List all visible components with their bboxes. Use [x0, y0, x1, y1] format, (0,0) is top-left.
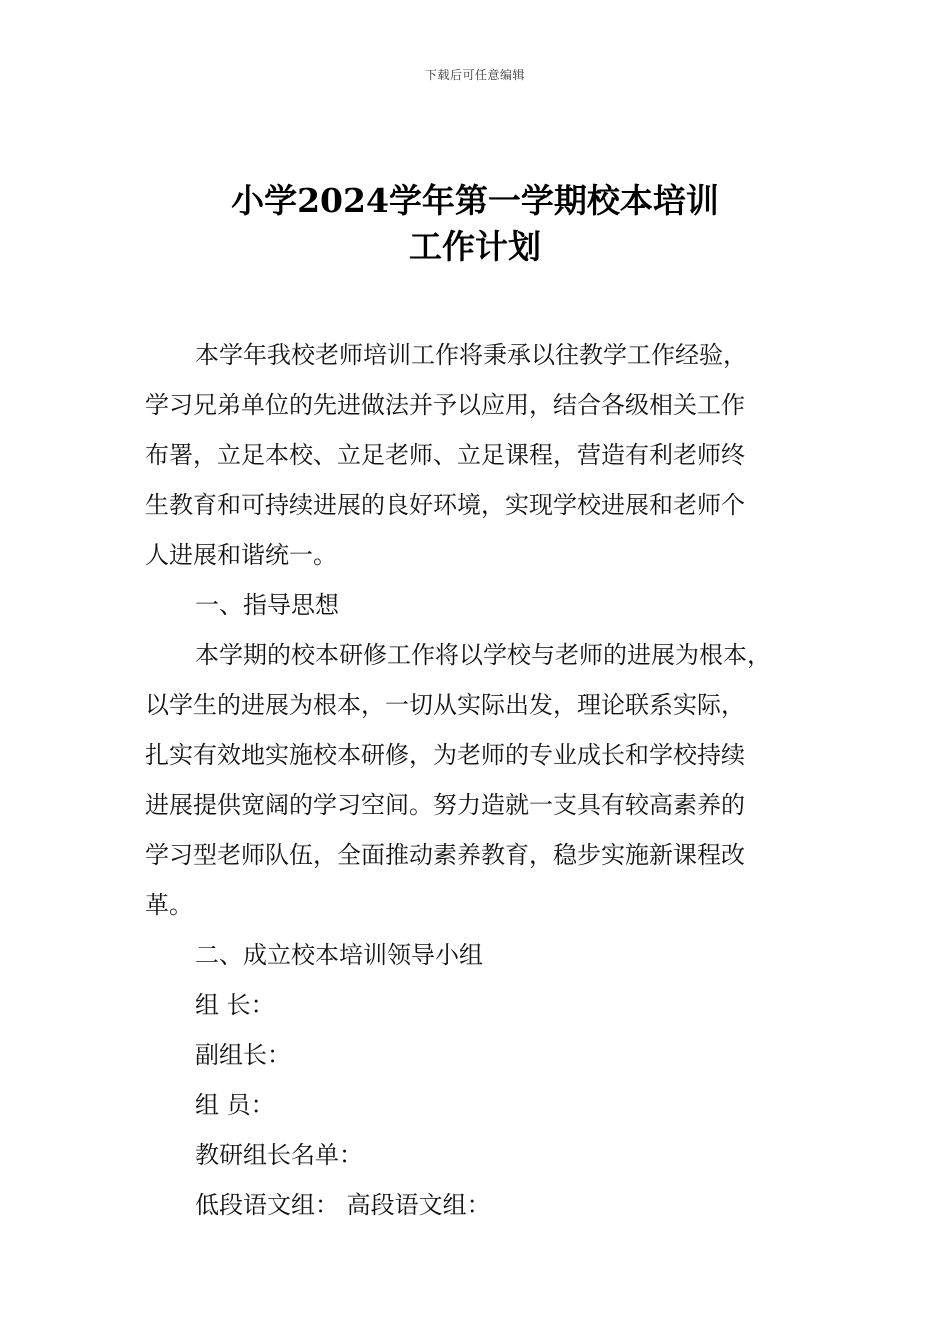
list-item: 组 长：	[195, 991, 275, 1019]
paragraph-line: 扎实有效地实施校本研修，为老师的专业成长和学校持续	[145, 741, 745, 769]
list-item: 副组长：	[195, 1041, 291, 1069]
paragraph-line: 学习兄弟单位的先进做法并予以应用，结合各级相关工作	[145, 391, 745, 419]
section-heading: 二、成立校本培训领导小组	[195, 941, 483, 969]
paragraph-line: 革。	[145, 891, 193, 919]
paragraph-line: 以学生的进展为根本，一切从实际出发，理论联系实际，	[145, 691, 745, 719]
document-title	[0, 178, 950, 270]
section-heading: 一、指导思想	[195, 591, 339, 619]
paragraph-line: 布署，立足本校、立足老师、立足课程，营造有利老师终	[145, 441, 745, 469]
list-item: 教研组长名单：	[195, 1141, 363, 1169]
paragraph-line: 人进展和谐统一。	[145, 541, 337, 569]
title-line-1: 小学2024学年第一学期校本培训	[231, 181, 719, 220]
list-item: 组 员：	[195, 1091, 275, 1119]
document-body	[145, 330, 815, 1230]
paragraph-line: 进展提供宽阔的学习空间。努力造就一支具有较高素养的	[145, 791, 745, 819]
list-item: 低段语文组： 高段语文组：	[195, 1191, 491, 1219]
header-note: 下载后可任意编辑	[424, 68, 525, 82]
paragraph-line: 学习型老师队伍，全面推动素养教育，稳步实施新课程改	[145, 841, 745, 869]
paragraph-line: 本学年我校老师培训工作将秉承以往教学工作经验，	[195, 341, 747, 369]
title-line-2: 工作计划	[409, 227, 541, 266]
paragraph-line: 本学期的校本研修工作将以学校与老师的进展为根本，	[195, 641, 771, 669]
paragraph-line: 生教育和可持续进展的良好环境，实现学校进展和老师个	[145, 491, 745, 519]
